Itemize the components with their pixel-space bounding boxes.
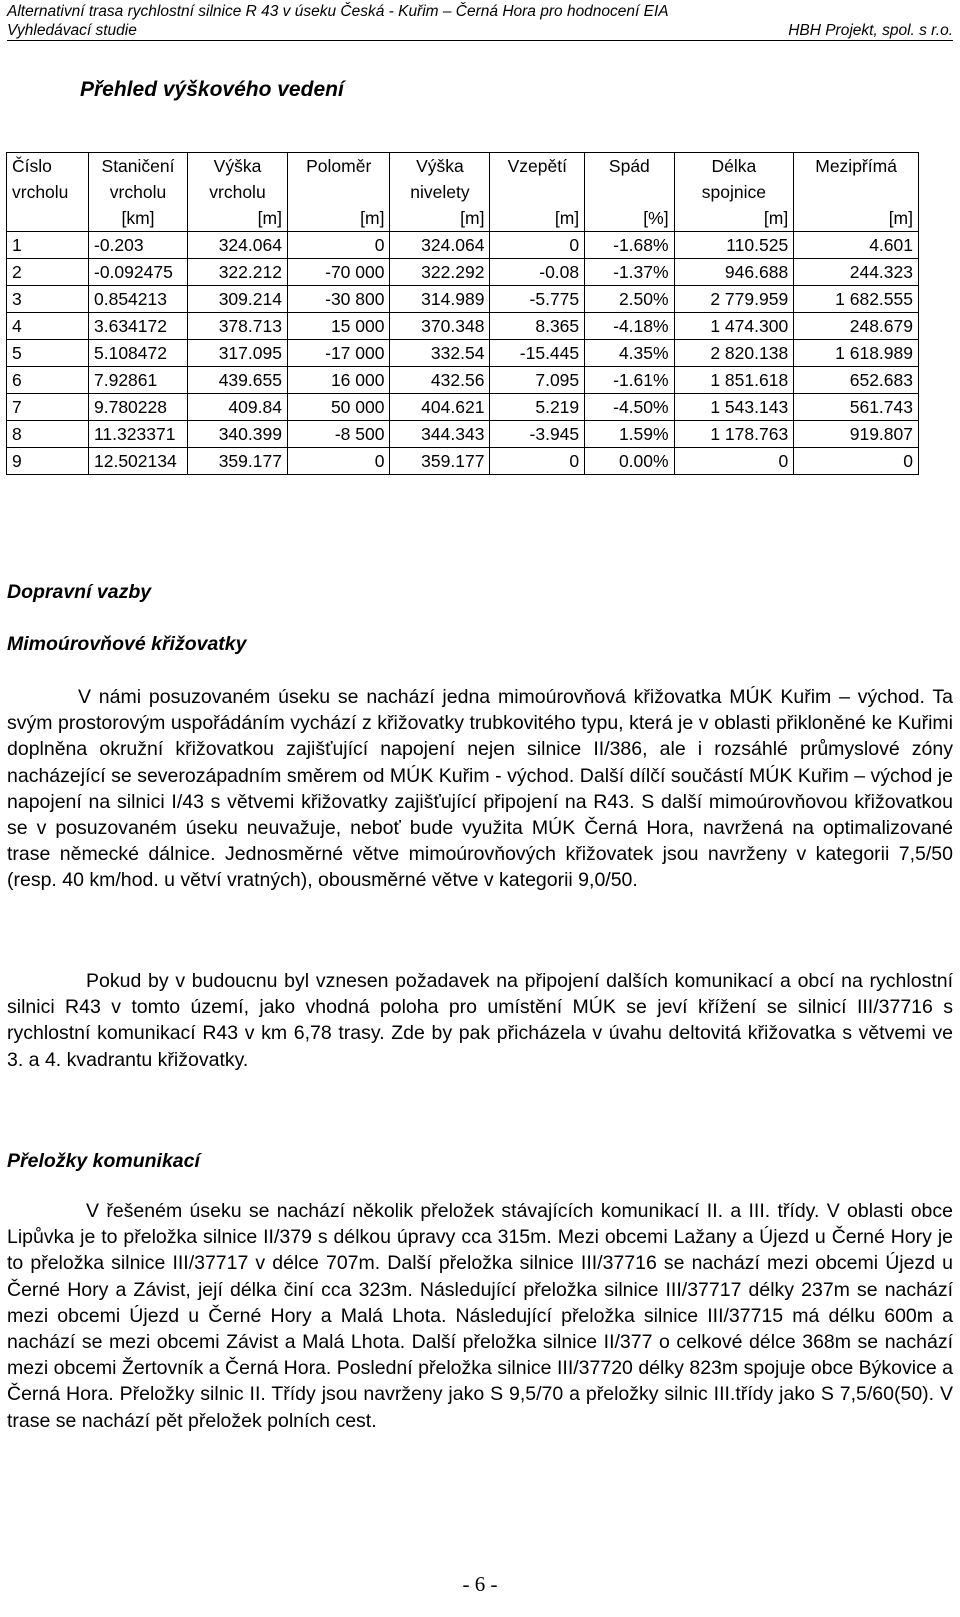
column-header-line (293, 179, 385, 205)
table-cell: 4 (7, 313, 89, 340)
column-header-line: [m] (460, 208, 485, 228)
column-header-line: Číslo (12, 156, 52, 176)
column-header-line: vrcholu (12, 182, 69, 202)
table-cell: 4.601 (794, 232, 919, 259)
table-cell: 378.713 (188, 313, 288, 340)
table-cell: 244.323 (794, 259, 919, 286)
table-cell: 248.679 (794, 313, 919, 340)
table-cell: 652.683 (794, 367, 919, 394)
header-study-type: Vyhledávací studie (7, 22, 137, 39)
table-cell: 317.095 (188, 340, 288, 367)
table-body (7, 232, 919, 475)
column-header-line (495, 179, 579, 205)
column-header-line: Spád (608, 156, 650, 176)
table-cell: -0.08 (490, 259, 585, 286)
table-cell: 409.84 (188, 394, 288, 421)
column-header-line (590, 179, 668, 205)
table-cell: 0 (490, 232, 585, 259)
table-cell: 2 (7, 259, 89, 286)
table-cell: 110.525 (674, 232, 794, 259)
table-row (7, 286, 919, 313)
table-cell: -15.445 (490, 340, 585, 367)
table-cell: 1 543.143 (674, 394, 794, 421)
header-divider (7, 40, 953, 41)
table-cell: 16 000 (287, 367, 390, 394)
table-cell: -4.50% (585, 394, 674, 421)
column-header-line: spojnice (701, 182, 766, 202)
table-row (7, 394, 919, 421)
table-cell: 359.177 (390, 448, 490, 475)
table-cell: 3 (7, 286, 89, 313)
column-header-line: [km] (121, 208, 155, 228)
table-cell: 1.59% (585, 421, 674, 448)
column-header (585, 153, 674, 232)
table-cell: -5.775 (490, 286, 585, 313)
header-row (7, 21, 953, 40)
table-row (7, 367, 919, 394)
table-cell: -0.203 (89, 232, 188, 259)
column-header (89, 153, 188, 232)
table-cell: 11.323371 (89, 421, 188, 448)
column-header-line: [m] (554, 208, 580, 228)
table-cell: 404.621 (390, 394, 490, 421)
column-header-line: Výška (213, 156, 262, 176)
table-row (7, 421, 919, 448)
section-heading-road-relocations: Přeložky komunikací (7, 1150, 200, 1172)
paragraph-road-relocations: V řešeném úseku se nachází několik přeložek stávajících komunikací II. a III. třídy. V oblasti obce Lipůvka je to přeložka silnice II/379 s délkou úpravy cca 315m. Mezi obcemi Lažany a Újezd u Černé Hory je to přeložka silnice III/37717 v délce 707m. Další přeložka silnice III/37716 se nachází mezi obcemi Újezd u Černé Hory a Závist, její délka činí cca 323m. Následující přeložka silnice III/37717 délky 237m se nachází mezi obcemi Újezd u Černé Hory a Malá Lhota. Následující přeložka silnice III/37715 má délku 600m a nachází se mezi obcemi Závist a Malá Lhota. Další přeložka silnice II/377 o celkové délce 368m se nachází mezi obcemi Žertovník a Černá Hora. Poslední přeložka silnice III/37720 délky 823m spojuje obce Býkovice a Černá Hora. Přeložky silnic II. Třídy jsou navrženy jako S 9,5/70 a přeložky silnic III.třídy jako S 7,5/60(50). V trase se nachází pět přeložek polních cest. (7, 1200, 953, 1432)
page-number: - 6 - (462, 1572, 498, 1596)
table-cell: -30 800 (287, 286, 390, 313)
table-cell: 1 682.555 (794, 286, 919, 313)
column-header-line (12, 205, 83, 231)
table-cell: 50 000 (287, 394, 390, 421)
table-cell: -1.37% (585, 259, 674, 286)
subsection-heading-interchanges: Mimoúrovňové křižovatky (7, 633, 247, 655)
table-header-row (7, 153, 919, 232)
table-cell: 8 (7, 421, 89, 448)
table-cell: 432.56 (390, 367, 490, 394)
table-cell: 332.54 (390, 340, 490, 367)
table-row (7, 448, 919, 475)
column-header-line: Staničení (101, 156, 175, 176)
table-cell: 9.780228 (89, 394, 188, 421)
table-cell: 1 (7, 232, 89, 259)
column-header-line: Vzepětí (507, 156, 567, 176)
table-cell: 322.212 (188, 259, 288, 286)
table-cell: 946.688 (674, 259, 794, 286)
table-cell: 5.219 (490, 394, 585, 421)
column-header (390, 153, 490, 232)
table-cell: 9 (7, 448, 89, 475)
table-cell: 4.35% (585, 340, 674, 367)
table-cell: 12.502134 (89, 448, 188, 475)
table-cell: 309.214 (188, 286, 288, 313)
section-heading-traffic-links: Dopravní vazby (7, 581, 152, 603)
column-header-line: vrcholu (109, 182, 167, 202)
table-cell: 439.655 (188, 367, 288, 394)
table-cell: 314.989 (390, 286, 490, 313)
table-cell: 919.807 (794, 421, 919, 448)
table-cell: 5 (7, 340, 89, 367)
table-cell: 7.92861 (89, 367, 188, 394)
header-document-title: Alternativní trasa rychlostní silnice R 43 v úseku Česká - Kuřim – Černá Hora pro hodnocení EIA (7, 3, 669, 20)
column-header-line: Výška (416, 156, 464, 176)
table-cell: 340.399 (188, 421, 288, 448)
column-header-line: Poloměr (306, 156, 372, 176)
table-cell: 3.634172 (89, 313, 188, 340)
table-cell: 5.108472 (89, 340, 188, 367)
table-cell: 324.064 (390, 232, 490, 259)
table-cell: 2 779.959 (674, 286, 794, 313)
table-cell: -0.092475 (89, 259, 188, 286)
table-cell: 1 178.763 (674, 421, 794, 448)
table-cell: 370.348 (390, 313, 490, 340)
table-cell: 6 (7, 367, 89, 394)
table-cell: 359.177 (188, 448, 288, 475)
column-header (490, 153, 585, 232)
page-title: Přehled výškového vedení (80, 78, 344, 101)
table-row (7, 313, 919, 340)
table-cell: 1 618.989 (794, 340, 919, 367)
table-cell: -4.18% (585, 313, 674, 340)
table-cell: 0.00% (585, 448, 674, 475)
table-cell: 324.064 (188, 232, 288, 259)
table-cell: -8 500 (287, 421, 390, 448)
column-header-line: vrcholu (209, 182, 266, 202)
table-row (7, 232, 919, 259)
table-row (7, 340, 919, 367)
vertical-alignment-table (6, 152, 919, 475)
table-cell: 2 820.138 (674, 340, 794, 367)
column-header (794, 153, 919, 232)
table-row (7, 259, 919, 286)
table-cell: 561.743 (794, 394, 919, 421)
table-cell: 0 (287, 448, 390, 475)
column-header-line: [m] (360, 208, 385, 228)
table-cell: 0 (490, 448, 585, 475)
column-header-line: [m] (763, 208, 789, 228)
column-header (188, 153, 288, 232)
column-header-line: [%] (643, 208, 669, 228)
paragraph-future-interchange: Pokud by v budoucnu byl vznesen požadavek na připojení dalších komunikací a obcí na rychlostní silnici R43 v tomto území, jako vhodná poloha pro umístění MÚK se jeví křížení se silnicí III/37716 s rychlostní komunikací R43 v km 6,78 trasy. Zde by pak přicházela v úvahu deltovitá křižovatka s větvemi ve 3. a 4. kvadrantu křižovatky. (7, 970, 953, 1071)
column-header-line: Mezipřímá (815, 156, 897, 176)
table-cell: 15 000 (287, 313, 390, 340)
page-header (7, 2, 953, 40)
table-cell: -17 000 (287, 340, 390, 367)
table-cell: 0 (287, 232, 390, 259)
column-header (287, 153, 390, 232)
table-cell: 0 (674, 448, 794, 475)
table-cell: -70 000 (287, 259, 390, 286)
table-cell: 344.343 (390, 421, 490, 448)
table-cell: 7 (7, 394, 89, 421)
table-cell: 7.095 (490, 367, 585, 394)
column-header-line: [m] (888, 208, 913, 228)
table-cell: -3.945 (490, 421, 585, 448)
column-header-line: [m] (257, 208, 282, 228)
column-header (7, 153, 89, 232)
paragraph-interchanges: V námi posuzovaném úseku se nachází jedna mimoúrovňová křižovatka MÚK Kuřim – východ. Ta svým prostorovým uspořádáním vychází z křižovatky trubkovitého typu, která je v oblasti přikloněné ke Kuřimi doplněna okružní křižovatkou zajišťující napojení nejen silnice II/386, ale i rozsáhlé průmyslové zóny nacházející se severozápadním směrem od MÚK Kuřim - východ. Další dílčí součástí MÚK Kuřim – východ je napojení na silnici I/43 s větvemi křižovatky zajišťující připojení na R43. S další mimoúrovňovou křižovatkou se v posuzovaném úseku neuvažuje, neboť bude využita MÚK Černá Hora, navržená na optimalizované trase německé dálnice. Jednosměrné větve mimoúrovňových křižovatek jsou navrženy v kategorii 7,5/50 (resp. 40 km/hod. u větví vratných), obousměrné větve v kategorii 9,0/50. (7, 686, 953, 892)
table-cell: 1 851.618 (674, 367, 794, 394)
table-cell: 322.292 (390, 259, 490, 286)
table-cell: 2.50% (585, 286, 674, 313)
table-cell: 0 (794, 448, 919, 475)
table-header (7, 153, 919, 232)
table-cell: 1 474.300 (674, 313, 794, 340)
table-cell: -1.61% (585, 367, 674, 394)
column-header-line: Délka (711, 156, 757, 176)
header-company: HBH Projekt, spol. s r.o. (788, 22, 953, 39)
column-header-line (799, 179, 913, 205)
column-header-line: nivelety (410, 182, 470, 202)
table-cell: -1.68% (585, 232, 674, 259)
table-cell: 8.365 (490, 313, 585, 340)
column-header (674, 153, 794, 232)
table-cell: 0.854213 (89, 286, 188, 313)
